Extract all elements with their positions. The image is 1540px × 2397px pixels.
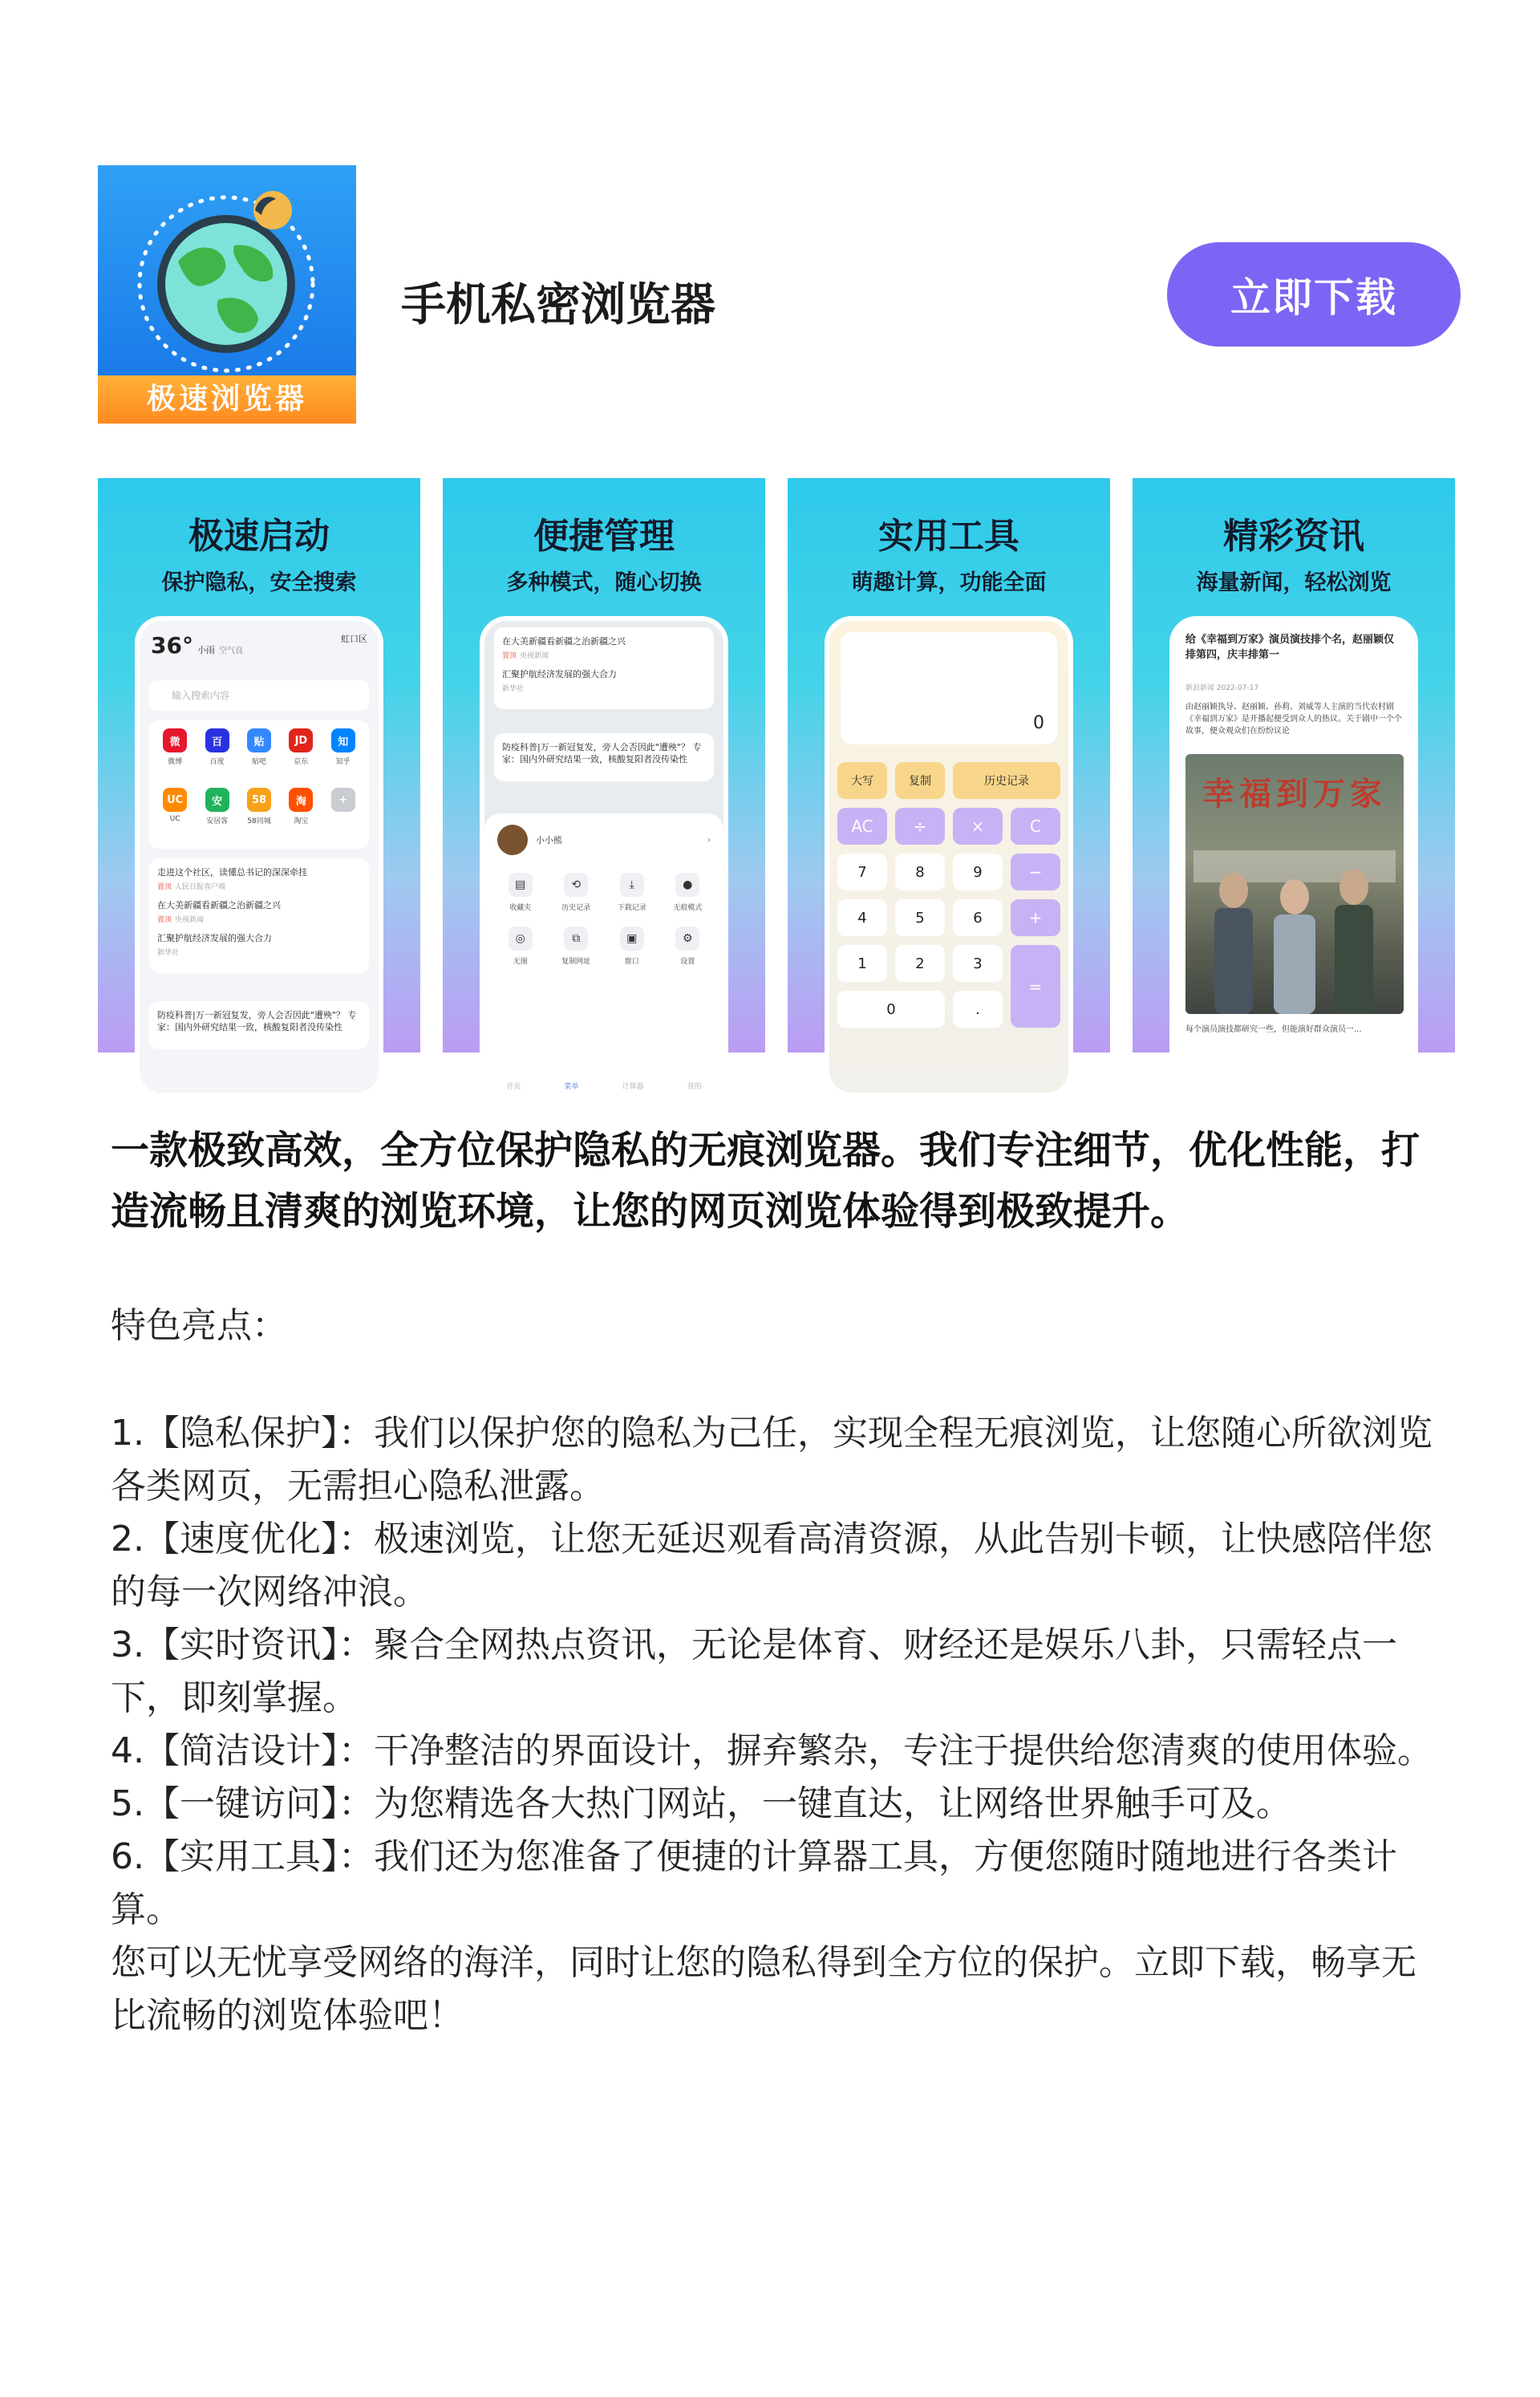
article-footer: 每个演员演技都研究一些，但能演好群众演员一... [1185,1025,1362,1034]
app-icon [98,165,356,424]
feature-item: 3.【实时资讯】：聚合全网热点资讯，无论是体育、财经还是娱乐八卦，只需轻点一下，即刻掌握。 [111,1624,1397,1718]
key-equals[interactable]: = [1011,945,1060,1028]
news-source: 人民日报客户端 [175,883,226,891]
app-shortcut[interactable] [196,788,237,841]
key-copy[interactable]: 复制 [895,762,945,799]
key-ac[interactable]: AC [837,808,887,845]
key-7[interactable]: 7 [837,854,887,890]
app-shortcut-icon: 微 [163,728,187,752]
app-shortcut[interactable] [280,788,322,841]
screenshot-subtitle: 多种模式，随心切换 [506,570,702,595]
chevron-right-icon: › [707,835,711,845]
news-headline: 防疫科普|万一新冠复发，旁人会否因此"遭殃"？ 专家：国内外研究结果一致，核酸复阳者没传染性 [157,1010,357,1032]
app-shortcut[interactable] [154,728,196,781]
news-card [494,733,714,781]
screenshot-4[interactable] [1133,478,1455,1052]
app-shortcut-label: 贴吧 [251,758,266,766]
nav-menu[interactable]: 菜单 [564,1083,579,1091]
key-plus[interactable]: + [1011,899,1060,936]
screenshot-title: 极速启动 [188,516,330,557]
app-description [111,1120,1442,2042]
app-shortcut-icon: JD [289,728,313,752]
key-clear[interactable]: C [1011,808,1060,845]
list-item[interactable] [157,899,361,924]
bottom-nav [484,1081,723,1091]
screenshot-subtitle: 海量新闻，轻松浏览 [1196,570,1392,595]
temperature: 36° [151,632,193,659]
air-quality: 空气良 [219,647,244,655]
app-shortcut-grid [149,720,369,849]
news-source: 新华社 [502,685,525,693]
key-0[interactable]: 0 [837,991,945,1028]
tool-no-image[interactable] [492,927,549,966]
feature-item: 6.【实用工具】：我们还为您准备了便捷的计算器工具，方便您随时随地进行各类计算。 [111,1836,1397,1930]
feature-item: 2.【速度优化】：极速浏览，让您无延迟观看高清资源，从此告别卡顿，让快感陪伴您的每一次网络冲浪。 [111,1519,1433,1612]
app-shortcut-label: 58同城 [247,817,271,825]
key-2[interactable]: 2 [895,945,945,982]
weather: 小雨 [197,645,216,655]
copy-icon: ⧉ [564,927,588,951]
app-shortcut-icon: + [331,788,355,812]
key-6[interactable]: 6 [953,899,1003,936]
phone-mockup [825,616,1073,1097]
description-intro: 一款极致高效，全方位保护隐私的无痕浏览器。我们专注细节，优化性能，打造流畅且清爽的浏览环境，让您的网页浏览体验得到极致提升。 [111,1128,1420,1234]
news-card [494,627,714,709]
key-minus[interactable]: − [1011,854,1060,890]
app-shortcut[interactable] [154,788,196,841]
app-shortcut-icon: 淘 [289,788,313,812]
news-tag: 置顶 [502,652,517,660]
article-title: 给《幸福到万家》演员演技排个名，赵丽颖仅排第四，庆丰排第一 [1185,634,1395,661]
screenshot-2[interactable] [443,478,765,1091]
no-image-icon: ◎ [509,927,533,951]
news-tag: 置顶 [157,883,172,891]
key-9[interactable]: 9 [953,854,1003,890]
calculator-value: 0 [1033,713,1044,733]
app-shortcut-icon: 58 [247,788,271,812]
app-shortcut[interactable] [280,728,322,781]
tool-favorites[interactable] [492,873,549,912]
news-headline: 汇聚护航经济发展的强大合力 [502,669,617,679]
app-title: 手机私密浏览器 [401,279,715,331]
tool-label: 设置 [680,958,695,966]
key-history[interactable]: 历史记录 [953,762,1060,799]
history-icon: ⟲ [564,873,588,897]
app-shortcut-icon: 百 [205,728,229,752]
key-5[interactable]: 5 [895,899,945,936]
menu-sheet [484,813,723,1102]
key-8[interactable]: 8 [895,854,945,890]
weather-bar [151,632,367,659]
avatar [497,825,528,855]
key-divide[interactable]: ÷ [895,808,945,845]
article-body: 由赵丽颖执导、赵丽颖、孙莉、刘威等人主演的当代农村剧《幸福到万家》是开播起便受到众人的热议。关于剧中一个个故事，便众观众们在纷纷议论 [1185,703,1402,736]
screenshot-subtitle: 保护隐私，安全搜索 [161,570,357,595]
tool-label: 无痕模式 [673,904,703,912]
feature-item: 5.【一键访问】：为您精选各大热门网站，一键直达，让网络世界触手可及。 [111,1783,1291,1824]
news-headline: 汇聚护航经济发展的强大合力 [157,933,272,943]
news-source: 央视新闻 [175,916,205,924]
screenshot-gallery [98,478,1457,1091]
screenshot-1[interactable] [98,478,420,1052]
tool-copy-url[interactable] [549,927,605,966]
calculator-display [841,632,1057,744]
tool-history[interactable] [549,873,605,912]
poster-title: 幸福到万家 [1202,776,1387,813]
tool-label: 历史记录 [561,904,591,912]
tool-settings[interactable] [660,927,716,966]
gear-icon: ⚙ [675,927,699,951]
list-item[interactable] [502,741,706,765]
news-source: 新华社 [157,949,180,957]
app-icon-label: 极速浏览器 [98,375,356,424]
news-headline: 在大美新疆看新疆之治新疆之兴 [157,900,281,911]
tool-label: 下载记录 [617,904,646,912]
features-list [111,1407,1442,2042]
poster-people-illustration [1185,754,1404,1014]
app-shortcut-label: 微博 [168,758,183,766]
article-meta: 新浪新闻 2022-07-17 [1185,684,1259,692]
app-shortcut-icon: 贴 [247,728,271,752]
key-uppercase[interactable]: 大写 [837,762,887,799]
app-shortcut-label: 百度 [209,758,225,766]
app-shortcut-label: UC [169,815,180,823]
nav-calculator[interactable]: 计算器 [622,1083,644,1091]
tool-label: 无图 [513,958,528,966]
list-item[interactable] [502,668,706,693]
article-image[interactable] [1185,754,1404,1014]
news-tag: 置顶 [157,916,172,924]
app-shortcut-icon: 知 [331,728,355,752]
location: 虹口区 [341,634,367,644]
app-shortcut-label: 淘宝 [294,817,309,825]
globe-icon [98,165,356,382]
calculator-keypad [837,762,1060,1028]
nav-mine[interactable]: 我的 [687,1083,702,1091]
app-shortcut[interactable] [238,788,280,841]
app-shortcut[interactable] [322,728,364,781]
news-headline: 走进这个社区，读懂总书记的深深牵挂 [157,867,307,878]
window-icon: ▣ [620,927,644,951]
app-shortcut-label: 知乎 [335,758,351,766]
key-decimal[interactable]: . [953,991,1003,1028]
app-shortcut-label: 京东 [294,758,309,766]
app-shortcut[interactable] [238,728,280,781]
app-shortcut-icon: UC [163,788,187,812]
app-shortcut[interactable] [196,728,237,781]
screenshot-subtitle: 萌趣计算，功能全面 [851,570,1047,595]
tool-downloads[interactable] [604,873,660,912]
folder-icon: ▤ [509,873,533,897]
list-item[interactable] [157,1009,361,1033]
tool-grid [484,866,723,972]
news-source: 央视新闻 [520,652,549,660]
tool-incognito[interactable] [660,873,716,912]
features-heading: 特色亮点： [111,1305,287,1346]
news-card [149,858,369,973]
nav-home[interactable]: 首页 [506,1083,521,1091]
user-name: 小小熊 [536,835,562,846]
app-shortcut[interactable] [322,788,364,841]
download-button[interactable]: 立即下载 [1167,242,1461,347]
download-icon: ⤓ [620,873,644,897]
app-shortcut-icon: 安 [205,788,229,812]
phone-mockup [135,616,383,1097]
description-closing: 您可以无忧享受网络的海洋，同时让您的隐私得到全方位的保护。立即下载，畅享无比流畅的浏览体验吧！ [111,1942,1416,2036]
feature-item: 4.【简洁设计】：干净整洁的界面设计，摒弃繁杂，专注于提供给您清爽的使用体验。 [111,1730,1433,1771]
news-headline: 防疫科普|万一新冠复发，旁人会否因此"遭殃"？ 专家：国内外研究结果一致，核酸复阳者没传染性 [502,742,702,765]
key-3[interactable]: 3 [953,945,1003,982]
incognito-icon: ● [675,873,699,897]
news-headline: 在大美新疆看新疆之治新疆之兴 [502,636,626,647]
app-shortcut-label: 安居客 [206,817,229,825]
list-item[interactable] [157,932,361,957]
screenshot-title: 便捷管理 [533,516,675,557]
tool-window[interactable] [604,927,660,966]
feature-item: 1.【隐私保护】：我们以保护您的隐私为己任，实现全程无痕浏览，让您随心所欲浏览各类网页，无需担心隐私泄露。 [111,1413,1433,1507]
screenshot-title: 精彩资讯 [1223,516,1364,557]
news-card [149,1001,369,1049]
search-input[interactable]: 输入搜索内容 [149,680,369,711]
user-row[interactable] [484,813,723,866]
key-multiply[interactable]: × [953,808,1003,845]
tool-label: 窗口 [624,958,639,966]
key-1[interactable]: 1 [837,945,887,982]
key-4[interactable]: 4 [837,899,887,936]
phone-mockup [1169,616,1418,1097]
phone-mockup [480,616,728,1097]
list-item[interactable] [502,635,706,660]
tool-label: 复制网址 [561,958,591,966]
screenshot-3[interactable] [788,478,1110,1052]
tool-label: 收藏夹 [509,904,532,912]
list-item[interactable] [157,866,361,891]
screenshot-title: 实用工具 [878,516,1019,557]
